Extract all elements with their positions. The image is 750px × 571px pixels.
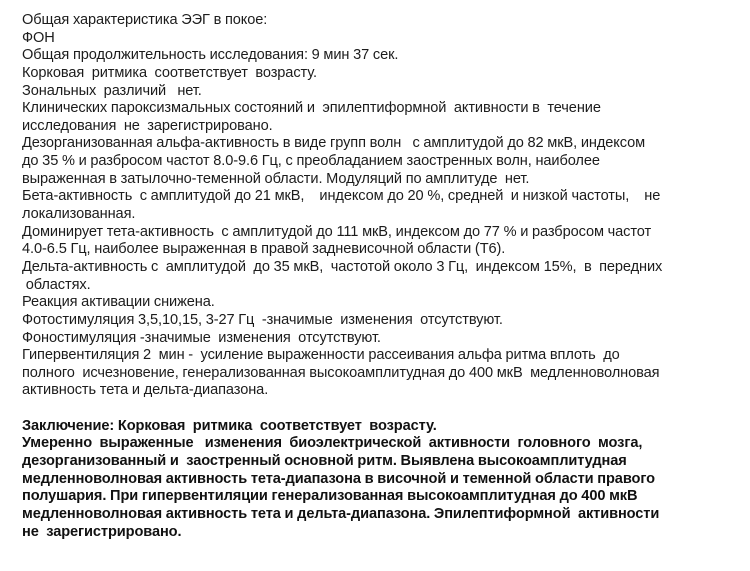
report-line: Зональных различий нет. [22,82,202,99]
report-line: Корковая ритмика соответствует возрасту. [22,64,317,81]
conclusion-line: медленноволновая активность тета-диапазона в височной и теменной области правого [22,470,655,487]
report-line: активность тета и дельта-диапазона. [22,382,269,399]
report-line: Реакция активации снижена. [22,294,215,311]
report-line: Общая продолжительность исследования: 9 мин 37 сек. [22,47,399,64]
conclusion-line: дезорганизованный и заостренный основной ритм. Выявлена высокоамплитудная [22,452,627,469]
report-line: исследования не зарегистрировано. [22,117,273,134]
report-body [22,12,744,400]
conclusion-line: не зарегистрировано. [22,523,182,540]
report-line: Бета-активность с амплитудой до 21 мкВ, индексом до 20 %, средней и низкой частоты, не [22,188,661,205]
report-line: Клинических пароксизмальных состояний и эпилептиформной активности в течение [22,100,601,117]
report-line: Дельта-активность с амплитудой до 35 мкВ, частотой около 3 Гц, индексом 15%, в передних [22,258,663,275]
report-line: 4.0-6.5 Гц, наиболее выраженная в правой задневисочной области (Т6). [22,241,506,258]
section-spacer [22,400,744,418]
report-line: полного исчезновение, генерализованная высокоамплитудная до 400 мкВ медленноволновая [22,364,660,381]
report-line: областях. [22,276,91,293]
conclusion-line: полушария. При гипервентиляции генерализованная высокоамплитудная до 400 мкВ [22,488,638,505]
conclusion-block [22,418,744,541]
conclusion-title: Заключение: Корковая ритмика соответствует возрасту. [22,417,437,434]
report-section-title: Общая характеристика ЭЭГ в покое: [22,12,268,28]
report-line: Фотостимуляция 3,5,10,15, 3-27 Гц -значимые изменения отсутствуют. [22,311,503,328]
report-subheading: ФОН [22,29,55,46]
report-line: Гипервентиляция 2 мин - усиление выраженности рассеивания альфа ритма вплоть до [22,347,620,364]
report-line: до 35 % и разбросом частот 8.0-9.6 Гц, с преобладанием заостренных волн, наиболее [22,153,600,170]
report-line: локализованная. [22,206,136,223]
conclusion-line: Умеренно выраженные изменения биоэлектрической активности головного мозга, [22,435,643,452]
report-line: Доминирует тета-активность с амплитудой до 111 мкВ, индексом до 77 % и разбросом частот [22,223,652,240]
report-line: выраженная в затылочно-теменной области. Модуляций по амплитуде нет. [22,170,530,187]
eeg-report-document [22,12,744,541]
report-line: Фоностимуляция -значимые изменения отсутствуют. [22,329,381,346]
report-line: Дезорганизованная альфа-активность в виде групп волн с амплитудой до 82 мкВ, индексом [22,135,646,152]
conclusion-line: медленноволновая активность тета и дельта-диапазона. Эпилептиформной активности [22,505,660,522]
